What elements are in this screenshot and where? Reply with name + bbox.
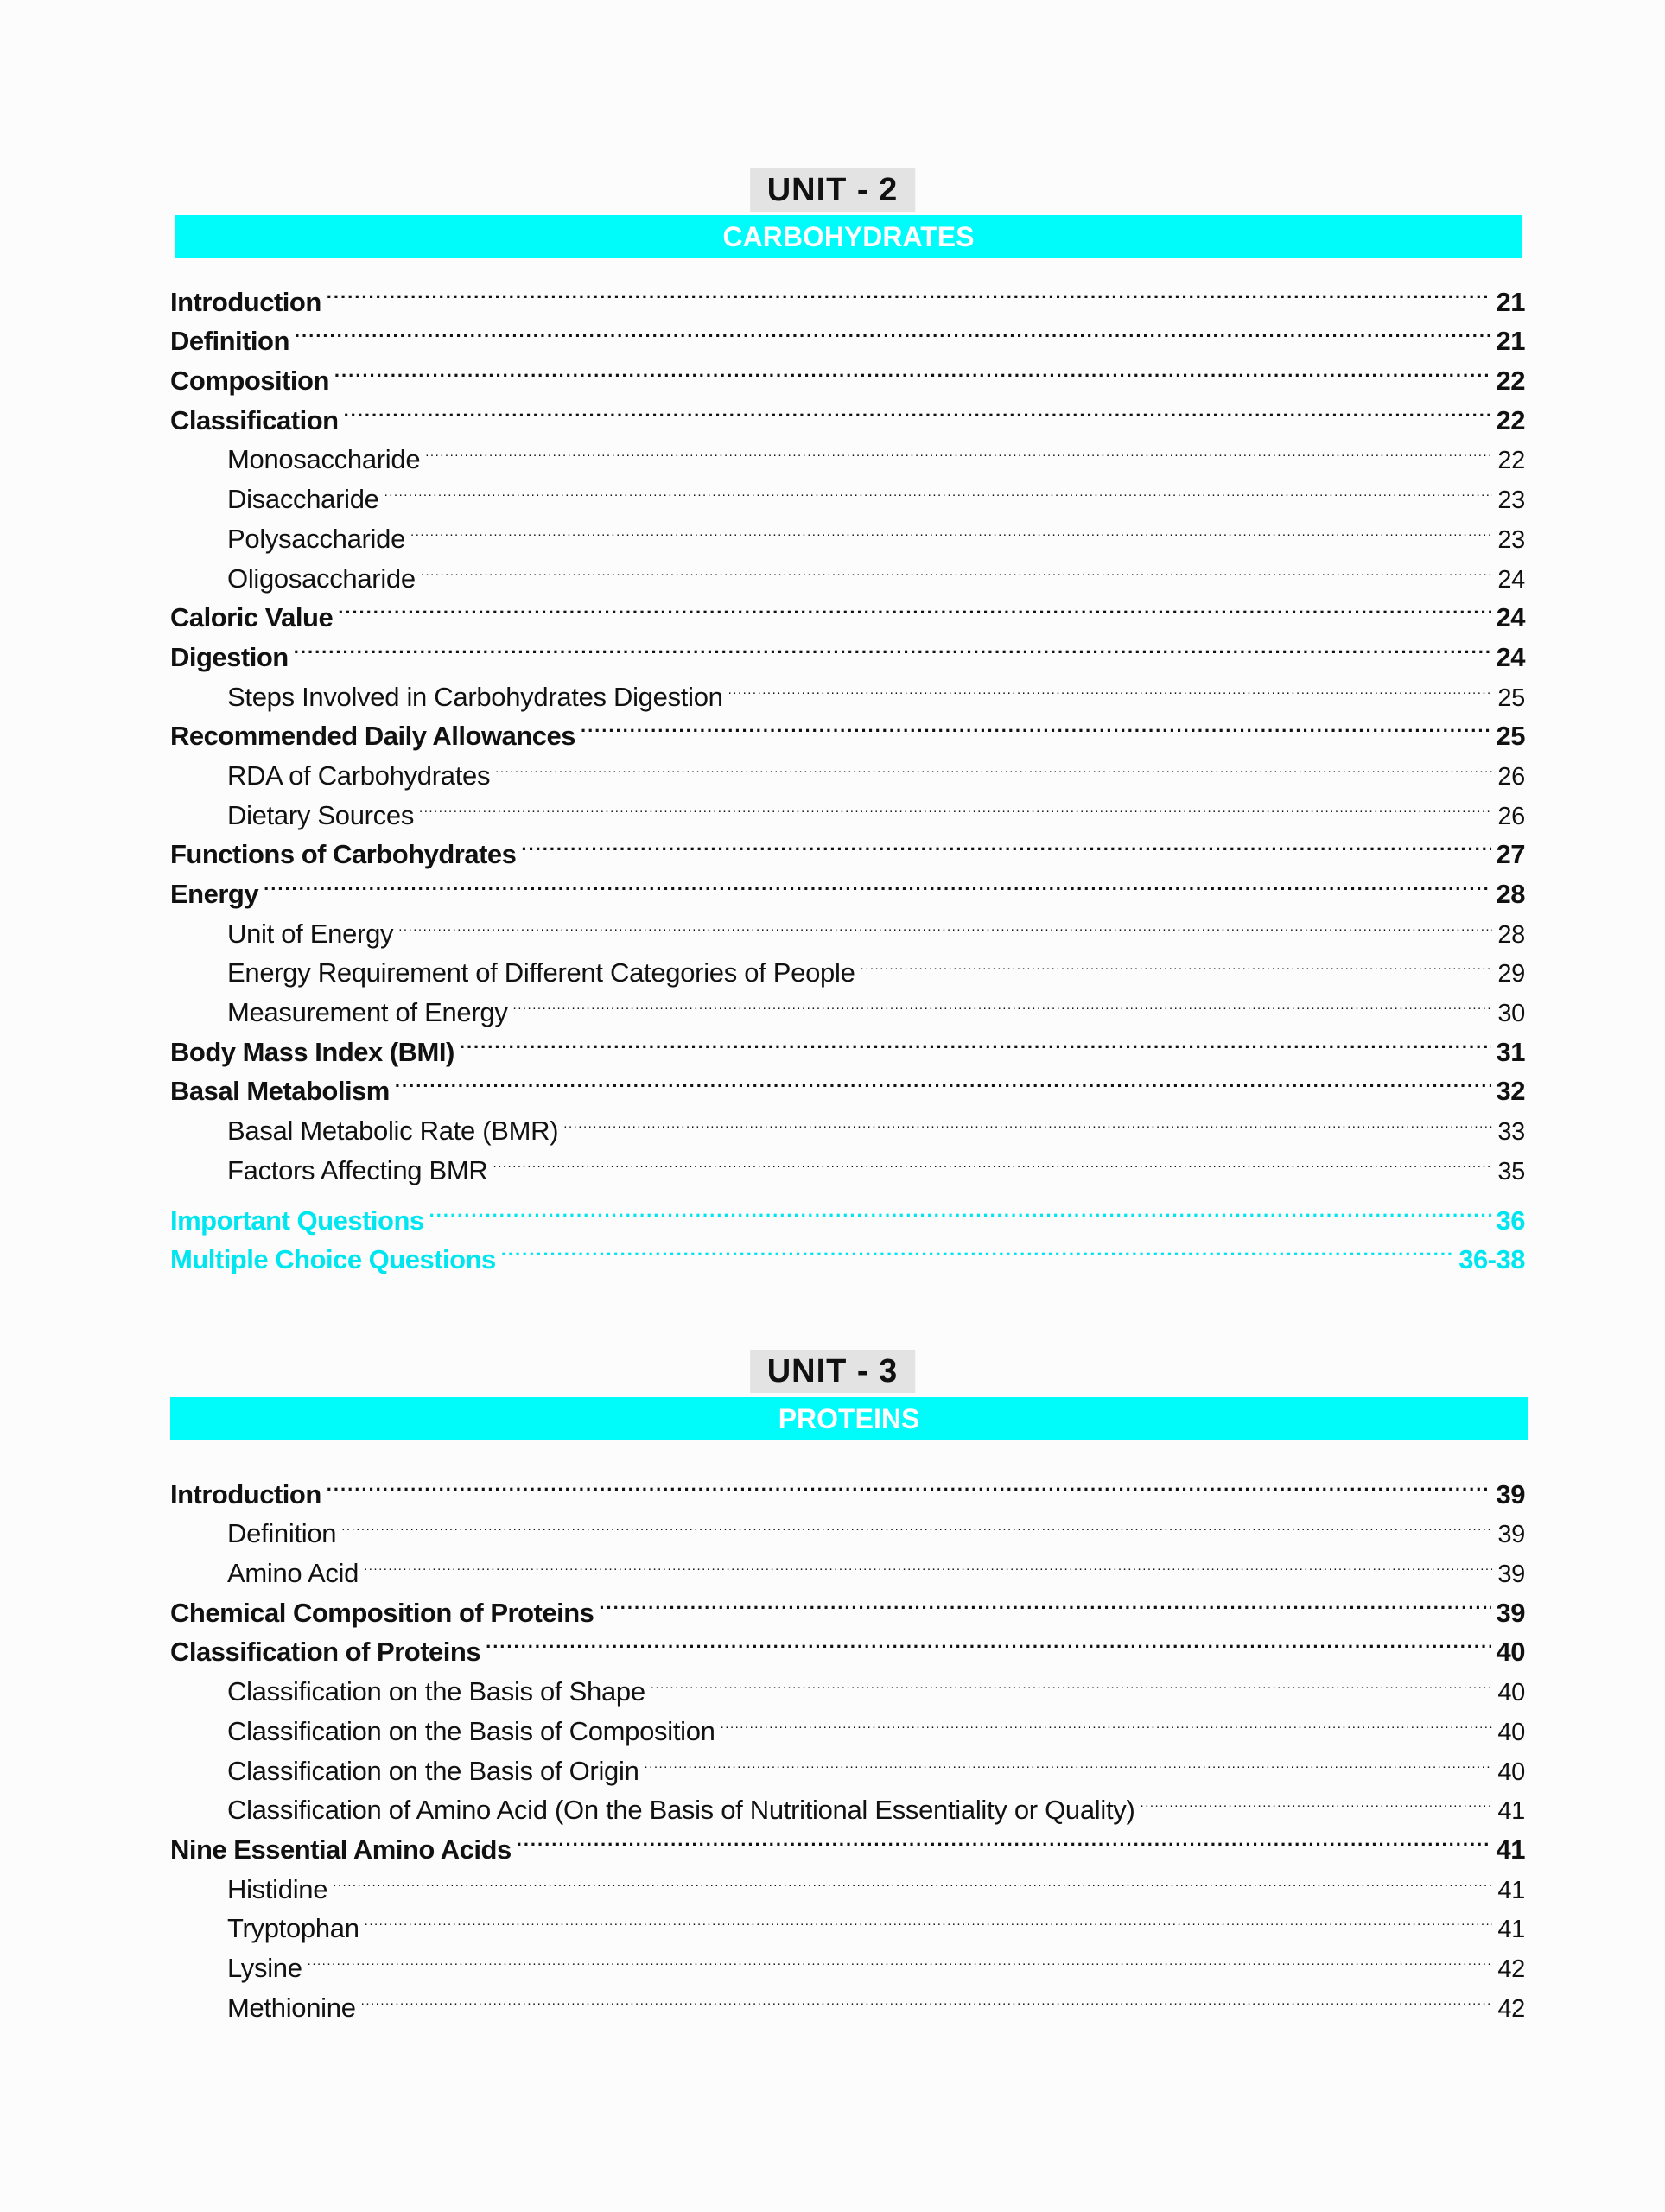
toc-entry-mcq[interactable]: Multiple Choice Questions ..... 36-38	[170, 1230, 1525, 1269]
toc-subentry[interactable]: Factors Affecting BMR ..... 35	[170, 1140, 1525, 1179]
dot-leader	[599, 1582, 1490, 1622]
unit-3-title-band: PROTEINS	[170, 1397, 1528, 1440]
dot-leader	[264, 863, 1490, 903]
toc-subentry[interactable]: Unit of Energy ..... 28	[170, 903, 1525, 943]
dot-leader	[333, 1859, 1492, 1898]
dot-leader	[327, 1464, 1491, 1503]
toc-subentry[interactable]: Energy Requirement of Different Categories of People ..... 29	[170, 943, 1525, 982]
toc-subentry[interactable]: Measurement of Energy ..... 30	[170, 982, 1525, 1021]
dot-leader	[495, 745, 1492, 785]
dot-leader	[493, 1140, 1493, 1179]
toc-entry[interactable]: Introduction ..... 39	[170, 1464, 1525, 1503]
dot-leader	[425, 429, 1492, 469]
toc-subentry[interactable]: Dietary Sources ..... 26	[170, 785, 1525, 824]
unit-3-toc	[170, 1464, 1525, 2023]
dot-leader	[581, 706, 1491, 746]
dot-leader	[294, 626, 1491, 666]
dot-leader	[419, 785, 1492, 824]
toc-subentry[interactable]: Methionine ..... 42	[170, 1977, 1525, 2017]
dot-leader	[398, 903, 1492, 943]
dot-leader	[327, 271, 1491, 311]
toc-entry[interactable]: Nine Essential Amino Acids ..... 41	[170, 1819, 1525, 1859]
dot-leader	[364, 1542, 1492, 1582]
toc-subentry[interactable]: Amino Acid ..... 39	[170, 1542, 1525, 1582]
dot-leader	[521, 824, 1490, 864]
dot-leader	[517, 1819, 1491, 1859]
toc-entry[interactable]: Introduction ..... 21	[170, 271, 1525, 311]
toc-entry[interactable]: Body Mass Index (BMI) ..... 31	[170, 1021, 1525, 1061]
dot-leader	[384, 468, 1493, 508]
toc-subentry[interactable]: Polysaccharide ..... 23	[170, 508, 1525, 548]
toc-entry[interactable]: Recommended Daily Allowances ..... 25	[170, 706, 1525, 746]
toc-entry[interactable]: Basal Metabolism ..... 32	[170, 1061, 1525, 1101]
toc-subentry[interactable]: Histidine ..... 41	[170, 1859, 1525, 1898]
dot-leader	[486, 1622, 1490, 1662]
toc-entry[interactable]: Functions of Carbohydrates ..... 27	[170, 824, 1525, 864]
toc-subentry[interactable]: Monosaccharide ..... 22	[170, 429, 1525, 469]
dot-leader	[365, 1898, 1493, 1938]
dot-leader	[460, 1021, 1491, 1061]
dot-leader	[344, 390, 1491, 429]
toc-subentry[interactable]: Basal Metabolic Rate (BMR) ..... 33	[170, 1100, 1525, 1140]
toc-entry[interactable]: Digestion ..... 24	[170, 626, 1525, 666]
toc-subentry[interactable]: Classification on the Basis of Shape ..... 40	[170, 1661, 1525, 1700]
dot-leader	[395, 1061, 1491, 1101]
dot-leader	[429, 1190, 1491, 1230]
dot-leader	[513, 982, 1493, 1021]
unit-2-title-band: CARBOHYDRATES	[175, 215, 1522, 258]
dot-leader	[563, 1100, 1492, 1140]
dot-leader	[645, 1740, 1493, 1780]
dot-leader	[341, 1503, 1492, 1543]
dot-leader	[361, 1977, 1493, 2017]
toc-subentry[interactable]: Lysine ..... 42	[170, 1937, 1525, 1977]
toc-entry-important-questions[interactable]: Important Questions ..... 36	[170, 1190, 1525, 1230]
toc-entry[interactable]: Caloric Value ..... 24	[170, 588, 1525, 627]
dot-leader	[861, 943, 1493, 982]
dot-leader	[410, 508, 1492, 548]
toc-subentry[interactable]: Disaccharide ..... 23	[170, 468, 1525, 508]
dot-leader	[1141, 1780, 1493, 1820]
dot-leader	[501, 1230, 1453, 1269]
toc-subentry[interactable]: Definition ..... 39	[170, 1503, 1525, 1543]
unit-2-toc	[170, 271, 1525, 1275]
unit-2-label: UNIT - 2	[750, 168, 916, 212]
toc-subentry[interactable]: Tryptophan ..... 41	[170, 1898, 1525, 1938]
toc-entry[interactable]: Energy ..... 28	[170, 863, 1525, 903]
toc-subentry[interactable]: Classification on the Basis of Origin ..... 40	[170, 1740, 1525, 1780]
dot-leader	[721, 1700, 1493, 1740]
toc-entry[interactable]: Composition ..... 22	[170, 350, 1525, 390]
dot-leader	[295, 311, 1491, 351]
dot-leader	[421, 548, 1493, 588]
dot-leader	[728, 666, 1493, 706]
toc-subentry[interactable]: Classification of Amino Acid (On the Basis of Nutritional Essentiality or Quality) ..... 41	[170, 1780, 1525, 1820]
dot-leader	[651, 1661, 1493, 1700]
toc-entry[interactable]: Chemical Composition of Proteins ..... 39	[170, 1582, 1525, 1622]
toc-subentry[interactable]: Oligosaccharide ..... 24	[170, 548, 1525, 588]
toc-entry[interactable]: Classification ..... 22	[170, 390, 1525, 429]
toc-entry[interactable]: Definition ..... 21	[170, 311, 1525, 351]
toc-entry[interactable]: Classification of Proteins ..... 40	[170, 1622, 1525, 1662]
toc-subentry[interactable]: RDA of Carbohydrates ..... 26	[170, 745, 1525, 785]
unit-3-label: UNIT - 3	[750, 1350, 916, 1393]
dot-leader	[308, 1937, 1493, 1977]
dot-leader	[338, 588, 1490, 627]
toc-subentry[interactable]: Steps Involved in Carbohydrates Digestion ..... 25	[170, 666, 1525, 706]
dot-leader	[334, 350, 1491, 390]
toc-subentry[interactable]: Classification on the Basis of Composition ..... 40	[170, 1700, 1525, 1740]
